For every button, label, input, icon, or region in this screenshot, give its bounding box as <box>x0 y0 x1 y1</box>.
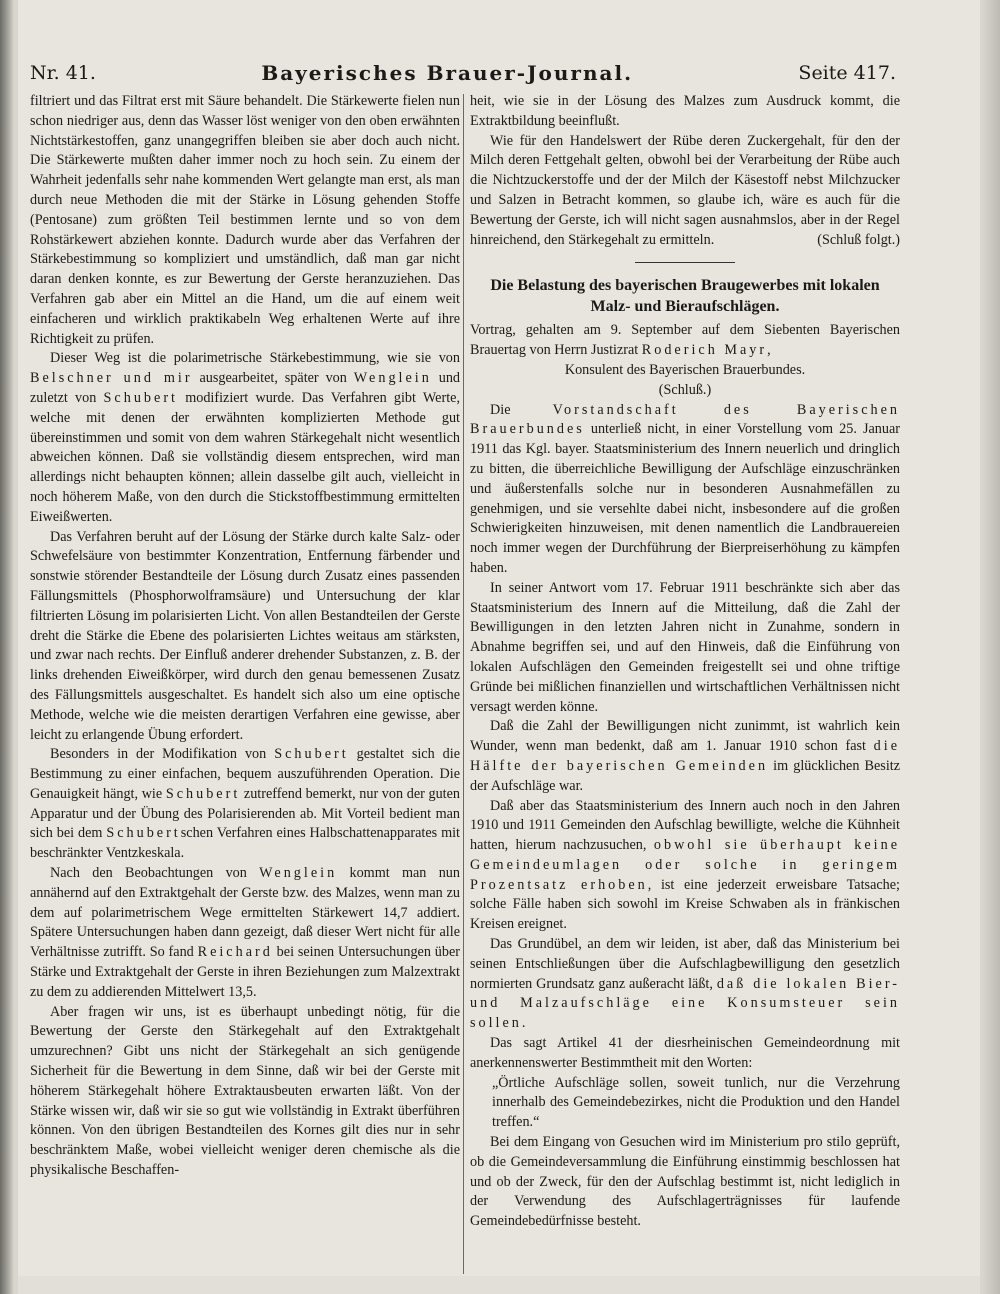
column-divider <box>463 94 464 1274</box>
scan-binding-shadow <box>0 0 14 1294</box>
paragraph: heit, wie sie in der Lösung des Malzes zum Ausdruck kommt, die Extraktbildung beeinflußt. <box>470 93 900 129</box>
byline: Vortrag, gehalten am 9. September auf dem Siebenten Bayerischen Brauertag von Herrn Justizrat Roderich Mayr, <box>470 322 900 359</box>
author-name: Schubert <box>103 389 178 406</box>
author-name: Belschner und mir <box>30 370 193 387</box>
paragraph: filtriert und das Filtrat erst mit Säure behandelt. Die Stärkewerte fielen nun schon niedriger aus, denn das Wasser löst weniger von den oben erwähnten Nichtstärkestoffen, ganz unangegriffen bleiben sie aber doch auch nicht. Die Stärkewerte mußten daher immer noch zu hoch sein. Zu einem der Wahrheit jedenfalls sehr nahe kommenden Wert gelangte man erst, als man durch neue Methoden die mit der Stärke in Lösung gehenden Stoffe (Pentosane) zum größten Teil bestimmen lernte und so von dem Rohstärkewert abziehen konnte. Dadurch wurde aber das Verfahren der Stärkebestimmung so kompliziert und umständlich, daß man gar nicht daran denken konnte, es zur Bewertung der Gerste heranzuziehen. Das Verfahren gab aber ein Mittel an die Hand, um die auf einem weit einfacheren und wirklich praktikabeln Weg erhaltenen Werte auf ihre Richtigkeit zu prüfen. <box>30 93 460 347</box>
paragraph: Dieser Weg ist die polarimetrische Stärkebestimmung, wie sie von Belschner und mir ausgearbeitet, später von Wenglein und zuletzt von Schubert modifiziert wurde. Das Verfahren gibt Werte, welche mit denen der erwähnten komplizierten Methode gut übereinstimmen und somit von dem wahren Stärkegehalt nicht wesentlich abweichen können. Daß sie vollständig diesem entsprechen, wird man allerdings nicht behaupten können; allein dasselbe gilt auch, vielleicht in noch höherem Maße, von den durch die Stickstoffbestimmung ermittelten Eiweißwerten. <box>30 350 461 525</box>
author-name: Wenglein <box>259 865 338 882</box>
paragraph: Daß die Zahl der Bewilligungen nicht zunimmt, ist wahrlich kein Wunder, wenn man bedenkt, daß am 1. Januar 1910 schon fast die Hälfte der bayerischen Gemeinden im glücklichen Besitz der Aufschläge war. <box>470 718 900 794</box>
paragraph: Das Verfahren beruht auf der Lösung der Stärke durch kalte Salz- oder Schwefelsäure von bestimmter Konzentration, Entfernung färbender und sonstwie störender Bestandteile der Lösung durch Zusatz eines passenden Fällungsmittels (Phosphorwolframsäure) und Untersuchung der klar filtrierten Lösung im polarisierten Licht. Von allen Bestandteilen der Gerste dreht die Stärke die Ebene des polarisierten Lichtes weitaus am stärksten, und zwar nach rechts. Der Einfluß anderer drehender Substanzen, z. B. der links drehenden Eiweißkörper, wird durch den genau bemessenen Zusatz des Fällungsmittels ausgeschaltet. Es handelt sich also um eine optische Methode, welche wie die meisten derartigen Verfahren eine gewisse, aber leicht zu erlangende Übung erfordert. <box>30 528 460 743</box>
author-name: Reichard <box>197 944 273 961</box>
byline-affiliation: Konsulent des Bayerischen Brauerbundes. <box>564 361 806 378</box>
author-name: Schubert <box>165 785 241 802</box>
paragraph: Nach den Beobachtungen von Wenglein kommt man nun annähernd auf den Extraktgehalt der Gerste bzw. des Malzes, wenn man zu dem auf polarimetrischem Wege ermittelten Stärkewert 14,7 addiert. Spätere Untersuchungen haben dann gezeigt, daß dieser Wert nicht für alle Verhältnisse zutrifft. So fand Reichard bei seinen Untersuchungen über Stärke und Extraktgehalt der Gerste in ihren Beziehungen zum Malzextrakt zu dem zu addierenden Mittelwert 13,5. <box>30 865 460 1000</box>
article-title: Die Belastung des bayerischen Braugewerbes mit lokalen Malz- und Bieraufschlägen. <box>490 277 880 316</box>
paragraph: Besonders in der Modifikation von Schubert gestaltet sich die Bestimmung zu einer einfachen, bequem auszuführenden Operation. Die Genauigkeit hängt, wie Schubert zutreffend bemerkt, nur von der guten Apparatur und der Übung des Polarisierenden ab. Mit Vorteil bedient man sich bei dem Schubertschen Verfahren eines Halbschattenapparates mit beschränkter Ventzkeskala. <box>30 746 461 862</box>
paragraph: Das Grundübel, an dem wir leiden, ist aber, daß das Ministerium bei seinen Entschließungen über die Aufschlagbewilligung den gesetzlich normierten Grundsatz ganz außeracht läßt, daß die lokalen Bier- und Malzaufschläge eine Konsumsteuer sein sollen. <box>470 936 900 1032</box>
page-bottom-margin <box>18 1276 980 1294</box>
paragraph: Aber fragen wir uns, ist es überhaupt unbedingt nötig, für die Bewertung der Gerste den Stärkegehalt auf den Extraktgehalt umzurechnen? Gibt uns nicht der Stärkegehalt an sich genügende Sicherheit für die Bewertung in dem Sinne, daß wir bei der Gerste mit höherem Stärkegehalt höhere Extraktausbeuten erwarten läßt. Von der Stärke wissen wir, daß wir sie so gut wie vollständig in Extrakt überführen können. Von den übrigen Bestandteilen des Kornes gilt dies nur in sehr beschränktem Maße, wobei vielleicht weniger deren chemische als die physikalische Beschaffen- <box>30 1003 460 1179</box>
scan-right-margin <box>982 0 1000 1294</box>
left-column <box>30 92 460 1181</box>
page-header <box>30 58 896 88</box>
right-column <box>470 92 900 1232</box>
page-number: Seite 417. <box>798 62 896 84</box>
author-name: Schubert <box>106 825 181 842</box>
law-quote: „Örtliche Aufschläge sollen, soweit tunlich, nur die Verzehrung innerhalb des Gemeindebezirkes, nicht die Produktion und den Handel treffen.“ <box>492 1074 900 1131</box>
paragraph: Das sagt Artikel 41 der diesrheinischen Gemeindeordnung mit anerkennenswerter Bestimmtheit mit den Worten: <box>470 1035 900 1071</box>
section-rule <box>635 262 735 263</box>
paragraph: In seiner Antwort vom 17. Februar 1911 beschränkte sich aber das Staatsministerium des Innern auf die Mitteilung, daß die Zahl der Bewilligungen in den letzten Jahren nicht in Zunahme, sondern in Abnahme begriffen sei, und auf den Hinweis, daß die Einführung von lokalen Aufschlägen den Gemeinden freigestellt sei und ohne triftige Gründe bei mißlichen finanziellen und wirtschaftlichen Verhältnissen nicht versagt werden könne. <box>470 579 900 715</box>
issue-number: Nr. 41. <box>30 62 96 84</box>
paragraph: Daß aber das Staatsministerium des Innern auch noch in den Jahren 1910 und 1911 Gemeinden den Aufschlag bewilligte, welche die Kühnheit hatten, hierum nachzusuchen, obwohl sie überhaupt keine Gemeindeumlagen oder solche in geringem Prozentsatz erhoben, ist eine jederzeit erweisbare Tatsache; solche Fälle haben sich sowohl im Kreise Schwaben als in fränkischen Kreisen ereignet. <box>470 797 901 933</box>
speaker-name: Roderich Mayr <box>641 342 768 359</box>
newspaper-page <box>18 0 980 1294</box>
paragraph: Die Vorstandschaft des Bayerischen Brauerbundes unterließ nicht, in einer Vorstellung vom 25. Januar 1911 das Kgl. bayer. Staatsministerium des Innern neuerlich und dringlich zu bitten, die überreichliche Bewilligung der Aufschläge einzuschränken und äußerstenfalls solche nur in besonderen Ausnahmefällen zu genehmigen, und sie versehlte dabei nicht, insbesondere auf die großen Schwierigkeiten hinzuweisen, mit denen namentlich die Landbrauereien noch immer wegen der Durchführung der Bierpreiserhöhung zu kämpfen haben. <box>470 401 900 576</box>
continuation-note: (Schluß folgt.) <box>817 231 900 248</box>
author-name: Wenglein <box>353 370 432 387</box>
conclusion-marker: (Schluß.) <box>658 381 712 398</box>
paragraph: Bei dem Eingang von Gesuchen wird im Ministerium pro stilo geprüft, ob die Gemeindeversammlung die Einführung einstimmig beschlossen hat und ob der Zweck, für den der Aufschlag bestimmt ist, nicht lediglich in der Verwendung des Aufschlagerträgnisses für laufende Gemeindebedürfnisse besteht. <box>470 1134 900 1230</box>
paragraph: Wie für den Handelswert der Rübe deren Zuckergehalt, für den der Milch deren Fettgehalt gelten, obwohl bei der Verarbeitung der Rübe auch die Nichtzuckerstoffe und der der Milch der Käsestoff nebst Milchzucker und Salzen in Betracht kommen, so glaube ich, wäre es auch für die Bewertung der Gerste, ich will nicht sagen ausnahmslos, aber in der Regel hinreichend, den Stärkegehalt zu ermitteln. (Schluß folgt.) <box>470 132 900 251</box>
journal-title: Bayerisches Brauer-Journal. <box>261 61 634 85</box>
author-name: Schubert <box>274 746 349 763</box>
